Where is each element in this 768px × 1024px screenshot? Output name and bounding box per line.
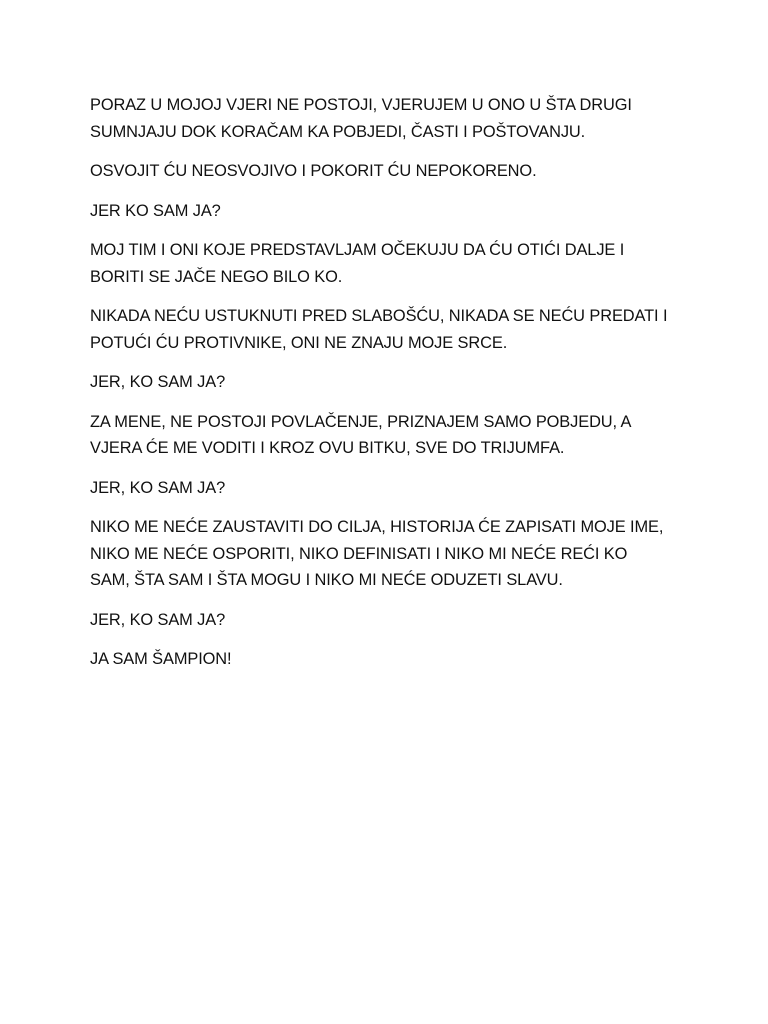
paragraph-line: MOJ TIM I ONI KOJE PREDSTAVLJAM OČEKUJU DA ĆU OTIĆI DALJE I	[90, 241, 625, 259]
paragraph-line: SAM, ŠTA SAM I ŠTA MOGU I NIKO MI NEĆE ODUZETI SLAVU.	[90, 571, 563, 589]
paragraph-8	[90, 475, 690, 502]
paragraph-4	[90, 237, 690, 290]
paragraph-line: JER, KO SAM JA?	[90, 478, 226, 497]
paragraph-6	[90, 369, 690, 396]
paragraph-line: JER KO SAM JA?	[90, 201, 221, 220]
paragraph-line: SUMNJAJU DOK KORAČAM KA POBJEDI, ČASTI I POŠTOVANJU.	[90, 122, 586, 141]
paragraph-9	[90, 514, 690, 594]
paragraph-line: NIKO ME NEĆE ZAUSTAVITI DO CILJA, HISTORIJA ĆE ZAPISATI MOJE IME,	[90, 518, 664, 536]
paragraph-3	[90, 198, 690, 225]
paragraph-line: JER, KO SAM JA?	[90, 373, 226, 391]
paragraph-line: POTUĆI ĆU PROTIVNIKE, ONI NE ZNAJU MOJE SRCE.	[90, 333, 508, 352]
paragraph-line: ZA MENE, NE POSTOJI POVLAČENJE, PRIZNAJEM SAMO POBJEDU, A	[90, 412, 632, 431]
paragraph-line: JER, KO SAM JA?	[90, 610, 226, 629]
paragraph-line: PORAZ U MOJOJ VJERI NE POSTOJI, VJERUJEM U ONO U ŠTA DRUGI	[90, 96, 632, 114]
paragraph-11	[90, 646, 690, 673]
paragraph-line: JA SAM ŠAMPION!	[90, 650, 232, 668]
paragraph-2	[90, 158, 690, 185]
paragraph-7	[90, 409, 690, 462]
paragraph-1	[90, 92, 690, 145]
document-page	[90, 92, 690, 686]
paragraph-line: NIKADA NEĆU USTUKNUTI PRED SLABOŠĆU, NIKADA SE NEĆU PREDATI I	[90, 307, 668, 325]
paragraph-5	[90, 303, 690, 356]
paragraph-line: NIKO ME NEĆE OSPORITI, NIKO DEFINISATI I NIKO MI NEĆE REĆI KO	[90, 544, 628, 563]
paragraph-line: VJERA ĆE ME VODITI I KROZ OVU BITKU, SVE DO TRIJUMFA.	[90, 439, 565, 457]
paragraph-line: OSVOJIT ĆU NEOSVOJIVO I POKORIT ĆU NEPOKORENO.	[90, 162, 537, 180]
paragraph-line: BORITI SE JAČE NEGO BILO KO.	[90, 267, 343, 286]
paragraph-10	[90, 607, 690, 634]
